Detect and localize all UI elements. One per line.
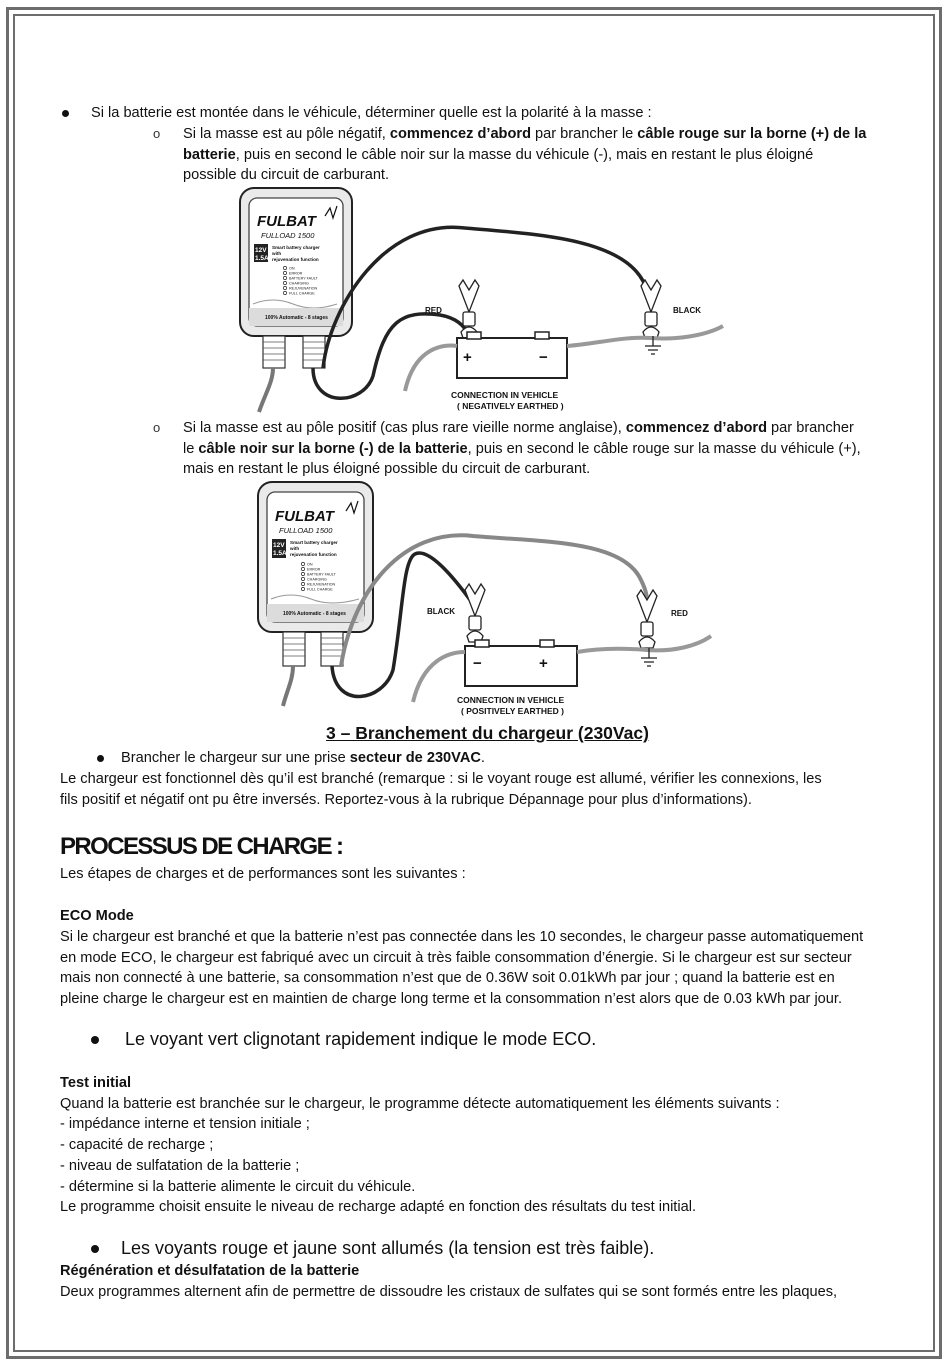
eco-heading: ECO Mode bbox=[60, 908, 134, 924]
cable-strain-reliefs bbox=[283, 632, 343, 666]
regen-heading: Régénération et désulfatation de la batterie bbox=[60, 1263, 360, 1279]
section-3-bullet: Brancher le chargeur sur une prise secteur de 230VAC. bbox=[121, 750, 485, 766]
svg-text:Smart battery charger: Smart battery charger bbox=[290, 540, 338, 545]
test-bullet: Les voyants rouge et jaune sont allumés (la tension est très faible). bbox=[121, 1238, 655, 1258]
brand-logo: FULBAT bbox=[275, 508, 334, 525]
battery bbox=[465, 640, 577, 686]
test-heading: Test initial bbox=[60, 1075, 132, 1091]
eco-bullet: Le voyant vert clignotant rapidement indique le mode ECO. bbox=[125, 1029, 597, 1049]
svg-text:rejuvenation function: rejuvenation function bbox=[290, 552, 337, 557]
diagram-caption-2: ( POSITIVELY EARTHED ) bbox=[461, 706, 564, 716]
svg-text:1.5A: 1.5A bbox=[255, 255, 269, 262]
svg-text:ERROR: ERROR bbox=[307, 567, 321, 572]
diagram-negative-earth bbox=[235, 186, 725, 414]
svg-text:Smart battery charger: Smart battery charger bbox=[272, 245, 320, 250]
processus-heading: PROCESSUS DE CHARGE : bbox=[60, 833, 343, 860]
svg-text:12V: 12V bbox=[273, 542, 285, 549]
svg-text:REJUVENATION: REJUVENATION bbox=[307, 582, 336, 587]
svg-text:ON: ON bbox=[307, 562, 313, 567]
regen-line-1: Deux programmes alternent afin de permettre de dissoudre les cristaux de sulfates qui se sont formés entre les plaques, bbox=[60, 1284, 838, 1300]
svg-text:FULL CHARGE: FULL CHARGE bbox=[307, 587, 333, 592]
charger-unit bbox=[240, 188, 352, 336]
neg-line-2: batterie, puis en second le câble noir sur la masse du véhicule (-), mais en restant le plus éloigné bbox=[183, 147, 814, 163]
svg-text:ON: ON bbox=[289, 266, 295, 271]
cable-strain-reliefs bbox=[263, 336, 325, 368]
battery-left-sign: + bbox=[463, 349, 472, 366]
clamp-right-label: BLACK bbox=[673, 306, 701, 315]
section-3-heading: 3 – Branchement du chargeur (230Vac) bbox=[326, 723, 649, 743]
clamp-left-label: BLACK bbox=[427, 607, 455, 616]
test-line-2: - impédance interne et tension initiale ; bbox=[60, 1116, 310, 1132]
svg-text:BATTERY FAULT: BATTERY FAULT bbox=[289, 276, 318, 281]
svg-text:1.5A: 1.5A bbox=[273, 550, 287, 557]
neg-line-1: Si la masse est au pôle négatif, commencez d’abord par brancher le câble rouge sur la borne (+) de la bbox=[183, 126, 867, 142]
pos-line-3: mais en restant le plus éloigné possible du circuit de carburant. bbox=[183, 461, 591, 477]
model-name: FULLOAD 1500 bbox=[279, 526, 333, 535]
clamp-left-label: RED bbox=[425, 306, 442, 315]
eco-line-1: Si le chargeur est branché et que la batterie n’est pas connectée dans les 10 secondes, le chargeur passe automatiquement bbox=[60, 929, 864, 945]
bullet-marker bbox=[91, 1036, 99, 1044]
svg-text:100% Automatic - 8 stages: 100% Automatic - 8 stages bbox=[265, 315, 328, 321]
model-name: FULLOAD 1500 bbox=[261, 231, 315, 240]
svg-text:12V: 12V bbox=[255, 247, 267, 254]
bullet-marker bbox=[91, 1245, 99, 1253]
brand-logo: FULBAT bbox=[257, 213, 316, 230]
clamp-right bbox=[641, 280, 661, 338]
sub-bullet-marker: o bbox=[153, 126, 161, 141]
test-line-5: - détermine si la batterie alimente le circuit du véhicule. bbox=[60, 1179, 416, 1195]
svg-text:with: with bbox=[272, 251, 282, 256]
bullet-marker bbox=[97, 755, 104, 762]
clamp-left bbox=[459, 280, 479, 338]
eco-line-3: mais non connecté à une batterie, sa consommation n’est que de 0.36W soit 0.01kWh par jour ; quand la batterie est en bbox=[60, 970, 835, 986]
battery bbox=[457, 332, 567, 378]
diagram-caption-1: CONNECTION IN VEHICLE bbox=[451, 390, 559, 400]
test-line-3: - capacité de recharge ; bbox=[60, 1137, 214, 1153]
test-line-6: Le programme choisit ensuite le niveau de recharge adapté en fonction des résultats du test initial. bbox=[60, 1199, 697, 1215]
svg-text:BATTERY FAULT: BATTERY FAULT bbox=[307, 572, 336, 577]
test-line-1: Quand la batterie est branchée sur le chargeur, le programme détecte automatiquement les éléments suivants : bbox=[60, 1096, 780, 1112]
processus-intro: Les étapes de charges et de performances sont les suivantes : bbox=[60, 866, 466, 882]
svg-text:with: with bbox=[290, 546, 300, 551]
charger-unit bbox=[258, 482, 373, 632]
polarity-bullet-text: Si la batterie est montée dans le véhicule, déterminer quelle est la polarité à la masse : bbox=[91, 105, 652, 121]
battery-right-sign: − bbox=[539, 349, 548, 366]
diagram-caption-1: CONNECTION IN VEHICLE bbox=[457, 695, 565, 705]
bullet-marker bbox=[62, 110, 69, 117]
sub-bullet-marker: o bbox=[153, 420, 161, 435]
mains-cable bbox=[259, 368, 273, 412]
svg-text:CHARGING: CHARGING bbox=[289, 281, 309, 286]
clamp-right-label: RED bbox=[671, 609, 688, 618]
battery-right-sign: + bbox=[539, 655, 548, 672]
svg-text:FULL CHARGE: FULL CHARGE bbox=[289, 291, 315, 296]
svg-text:REJUVENATION: REJUVENATION bbox=[289, 286, 318, 291]
diagram-caption-2: ( NEGATIVELY EARTHED ) bbox=[457, 401, 564, 411]
svg-text:rejuvenation function: rejuvenation function bbox=[272, 257, 319, 262]
section-3-paragraph-line-1: Le chargeur est fonctionnel dès qu’il est branché (remarque : si le voyant rouge est allumé, vérifier les connexions, les bbox=[60, 771, 822, 787]
test-line-4: - niveau de sulfatation de la batterie ; bbox=[60, 1158, 300, 1174]
clamp-left bbox=[465, 584, 485, 642]
eco-line-4: pleine charge le chargeur est en maintien de charge long terme et la consommation n’est alors que de 0.03 kWh par jour. bbox=[60, 991, 843, 1007]
pos-line-2: le câble noir sur la borne (-) de la batterie, puis en second le câble rouge sur la masse du véhicule (+), bbox=[183, 441, 861, 457]
section-3-paragraph-line-2: fils positif et négatif ont pu être inversés. Reportez-vous à la rubrique Dépannage pour plus d’informations). bbox=[60, 792, 752, 808]
diagram-positive-earth bbox=[253, 480, 713, 720]
svg-text:ERROR: ERROR bbox=[289, 271, 303, 276]
pos-line-1: Si la masse est au pôle positif (cas plus rare vieille norme anglaise), commencez d’abord par brancher bbox=[183, 420, 854, 436]
battery-left-sign: − bbox=[473, 655, 482, 672]
neg-line-3: possible du circuit de carburant. bbox=[183, 167, 390, 183]
svg-text:100% Automatic - 8 stages: 100% Automatic - 8 stages bbox=[283, 611, 346, 617]
svg-text:CHARGING: CHARGING bbox=[307, 577, 327, 582]
mains-cable bbox=[283, 666, 293, 706]
eco-line-2: en mode ECO, le chargeur est fabriqué avec un circuit à très faible consommation d’énergie. Si le chargeur est sur secteur bbox=[60, 950, 852, 966]
